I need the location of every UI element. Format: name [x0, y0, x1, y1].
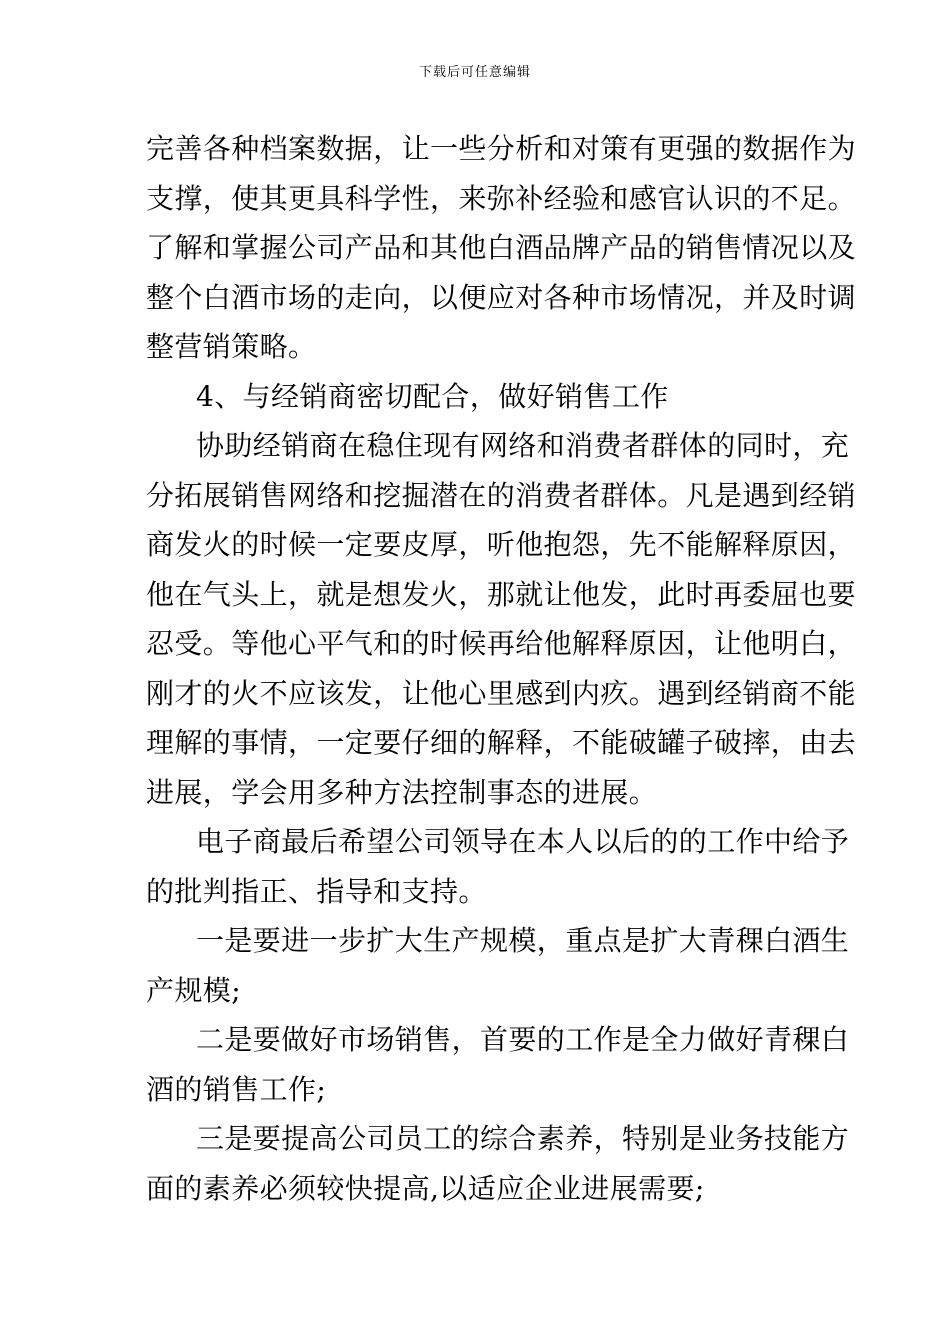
- text-line: 产规模;: [146, 973, 242, 1007]
- text-line: 忍受。等他心平气和的时候再给他解释原因，让他明白，: [146, 627, 857, 660]
- text-line: 面的素养必须较快提高,以适应企业进展需要;: [146, 1171, 705, 1205]
- text-line: 电子商最后希望公司领导在本人以后的的工作中给予: [196, 825, 850, 858]
- text-line: 了解和掌握公司产品和其他白酒品牌产品的销售情况以及: [146, 231, 857, 264]
- text-line: 刚才的火不应该发，让他心里感到内疚。遇到经销商不能: [146, 676, 857, 710]
- section-heading: 4、与经销商密切配合，做好销售工作: [196, 379, 669, 413]
- header-note: 下载后可任意编辑: [418, 65, 531, 80]
- text-line: 整个白酒市场的走向，以便应对各种市场情况，并及时调: [146, 280, 857, 314]
- text-line: 完善各种档案数据，让一些分析和对策有更强的数据作为: [146, 132, 857, 165]
- text-line: 一是要进一步扩大生产规模，重点是扩大青稞白酒生: [196, 924, 850, 957]
- text-line: 进展，学会用多种方法控制事态的进展。: [146, 775, 658, 809]
- text-line: 酒的销售工作;: [146, 1072, 327, 1106]
- text-line: 商发火的时候一定要皮厚，听他抱怨，先不能解释原因，: [146, 528, 857, 561]
- text-line: 分拓展销售网络和挖掘潜在的消费者群体。凡是遇到经销: [146, 478, 857, 512]
- body-text: [146, 124, 857, 1213]
- text-line: 协助经销商在稳住现有网络和消费者群体的同时，充: [196, 429, 850, 462]
- text-line: 支撑，使其更具科学性，来弥补经验和感官认识的不足。: [146, 181, 857, 215]
- text-line: 二是要做好市场销售，首要的工作是全力做好青稞白: [196, 1023, 850, 1056]
- text-line: 三是要提高公司员工的综合素养，特别是业务技能方: [196, 1122, 850, 1155]
- text-line: 的批判指正、指导和支持。: [146, 874, 487, 908]
- text-line: 他在气头上，就是想发火，那就让他发，此时再委屈也要: [146, 577, 857, 611]
- text-line: 整营销策略。: [146, 330, 317, 363]
- text-line: 理解的事情，一定要仔细的解释，不能破罐子破摔，由去: [146, 726, 857, 759]
